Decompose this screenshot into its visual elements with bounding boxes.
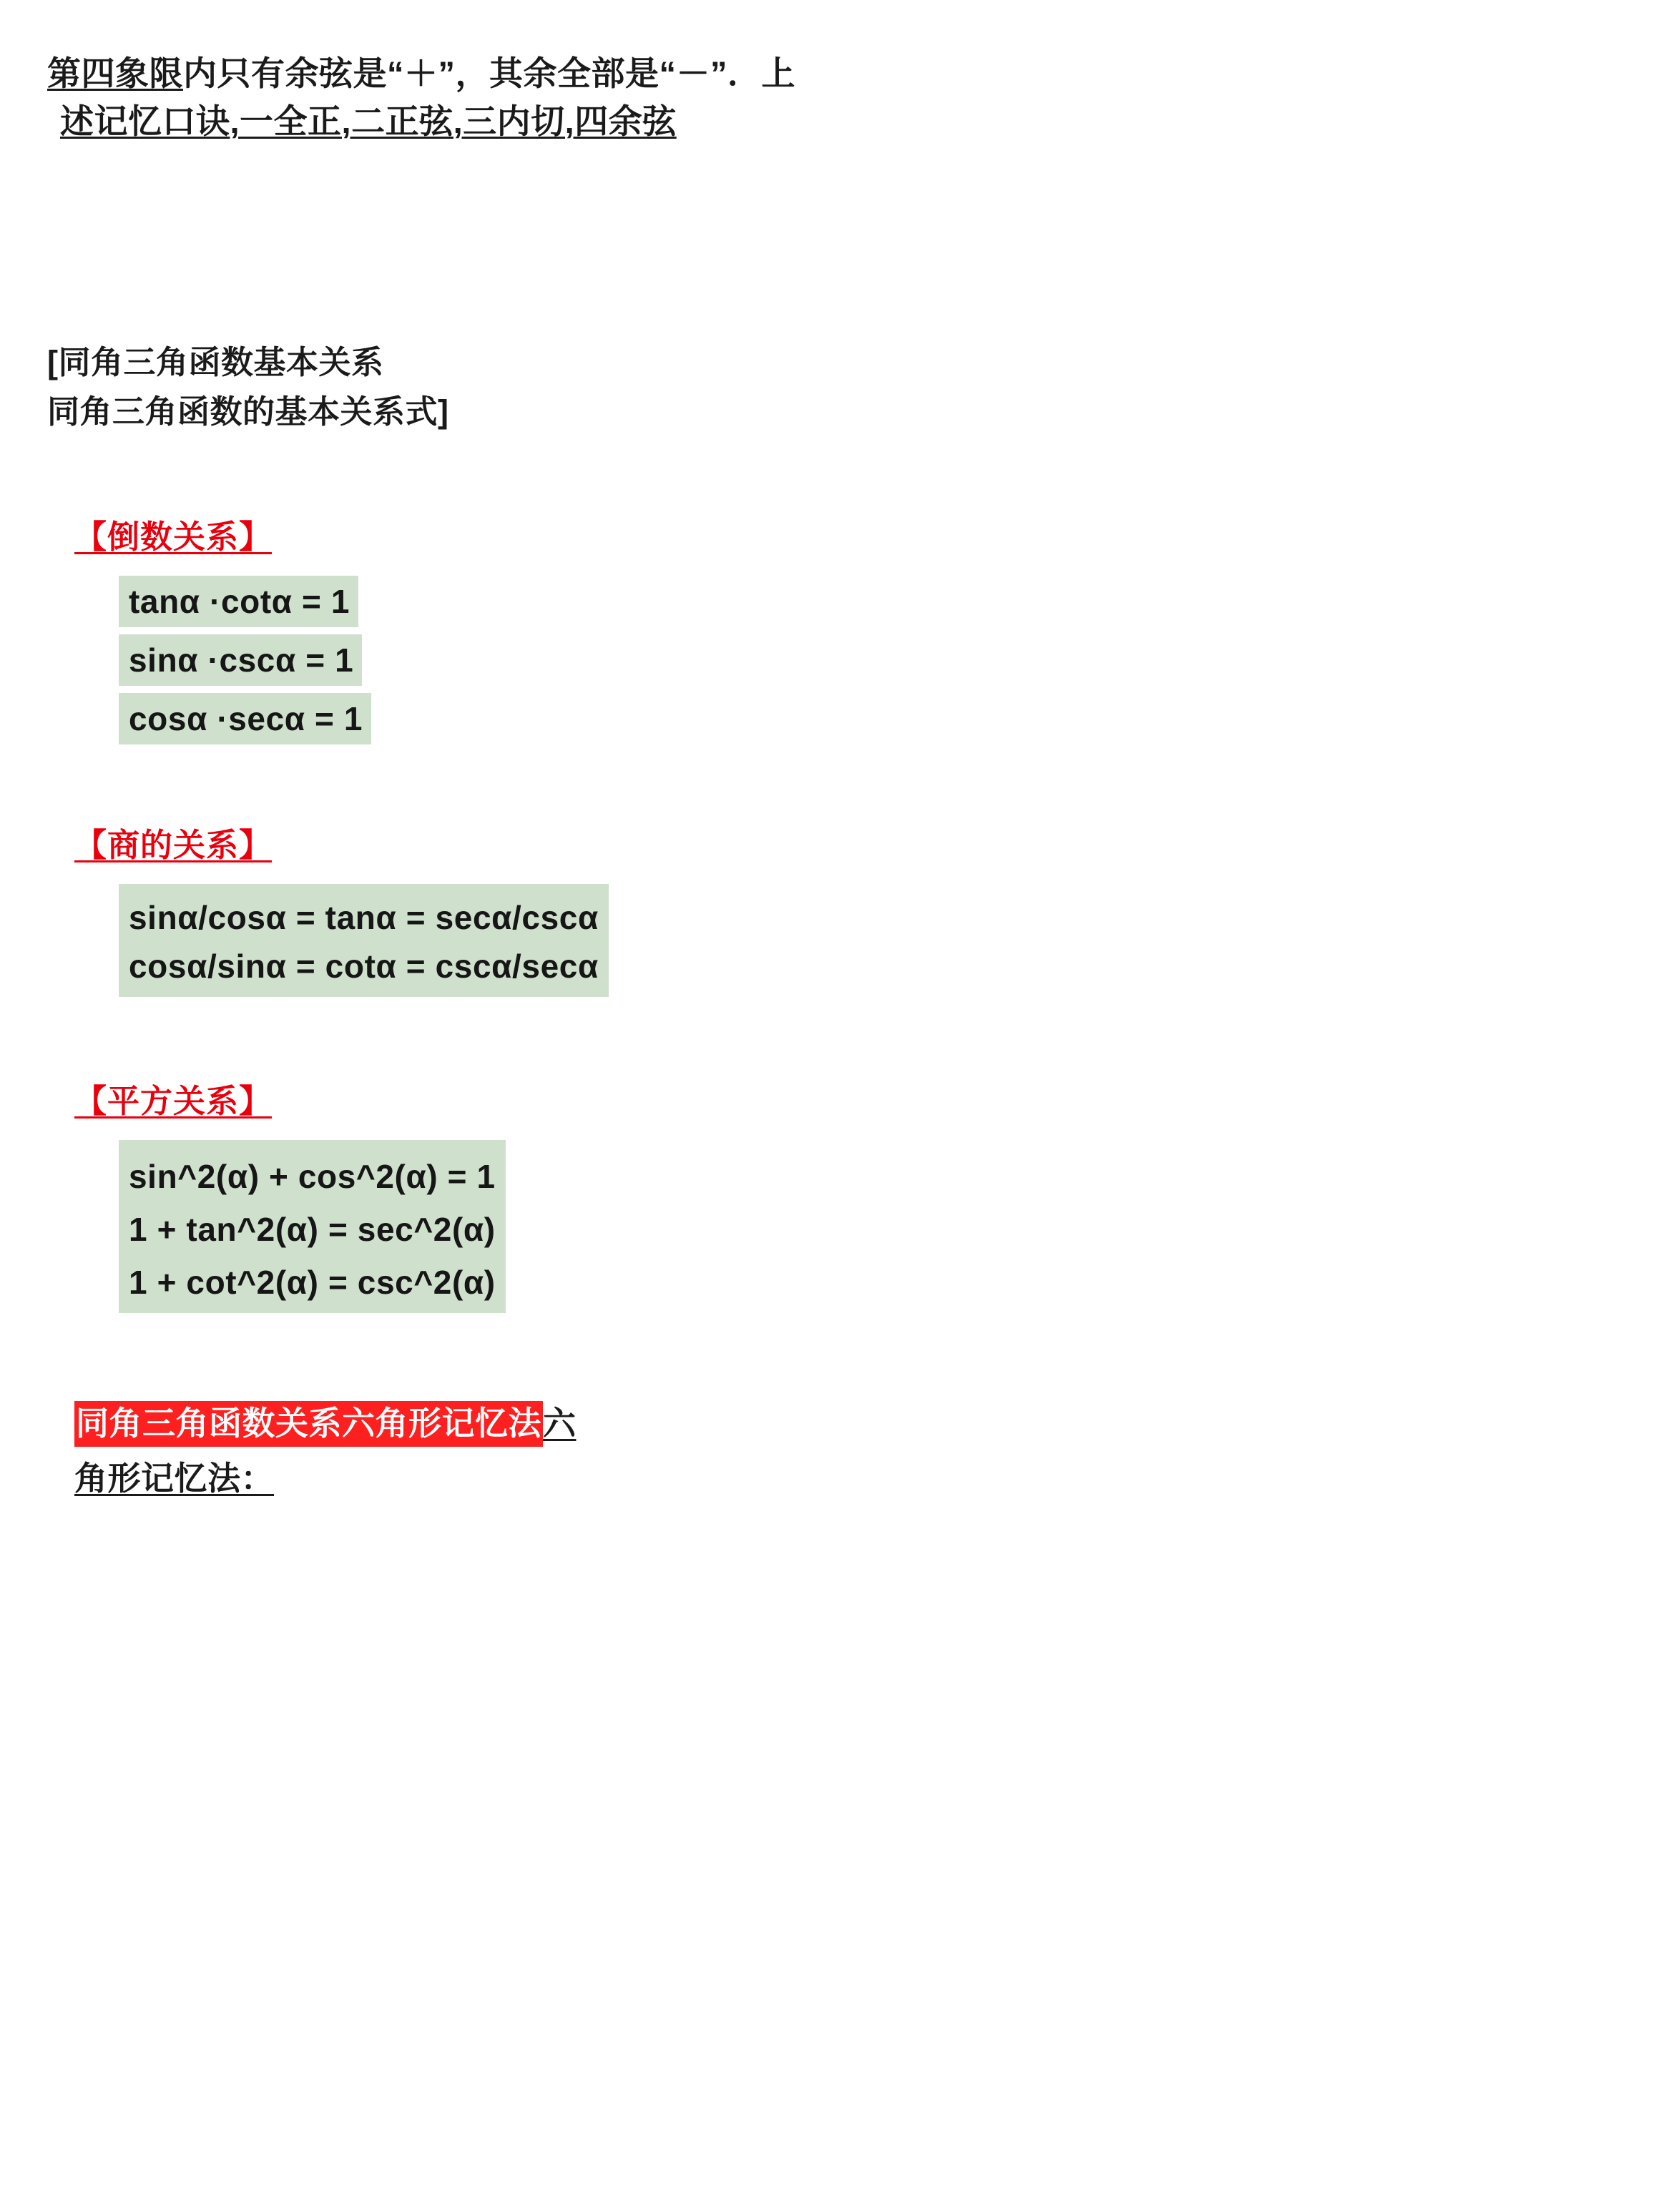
formula-item: tanα ·cotα = 1 — [119, 576, 358, 627]
intro-underlined-phrase: 第四象限 — [47, 54, 183, 92]
formula-item: 1 + tan^2(α) = sec^2(α) — [129, 1211, 496, 1249]
hexagon-note-line-2: 角形记忆法： — [74, 1459, 274, 1497]
group-reciprocal-formulas — [47, 576, 1572, 744]
group-quotient-header: 【商的关系】 — [74, 827, 273, 864]
hexagon-note — [47, 1400, 1572, 1502]
section-title-line-2: 同角三角函数的基本关系式] — [47, 393, 449, 430]
hexagon-note-highlight: 同角三角函数关系六角形记忆法 — [74, 1401, 543, 1447]
group-reciprocal-header: 【倒数关系】 — [74, 518, 273, 556]
section-title — [47, 338, 1572, 436]
formula-item: cosα ·secα = 1 — [119, 693, 371, 744]
formula-item: cosα/sinα = cotα = cscα/secα — [129, 948, 599, 985]
formula-item: sinα ·cscα = 1 — [119, 634, 362, 686]
intro-line-2: 述记忆口诀,一全正,二正弦,三内切,四余弦 — [60, 102, 677, 140]
group-quotient-formulas — [47, 884, 1572, 1001]
hexagon-note-line-1 — [74, 1400, 1572, 1447]
group-square-formulas — [47, 1140, 1572, 1317]
group-square — [47, 1075, 1572, 1317]
group-quotient — [47, 819, 1572, 1001]
intro-paragraph — [47, 50, 1572, 145]
group-reciprocal — [47, 511, 1572, 744]
formula-block — [119, 884, 609, 997]
formula-item: 1 + cot^2(α) = csc^2(α) — [129, 1264, 496, 1302]
hexagon-note-line-2-wrap — [74, 1447, 1572, 1503]
formula-block — [119, 1140, 506, 1313]
hexagon-note-tail: 六 — [543, 1405, 577, 1442]
section-title-line-1: [同角三角函数基本关系 — [47, 344, 384, 381]
intro-line-1 — [47, 50, 1572, 98]
intro-line-1-rest: 内只有余弦是“＋”，其余全部是“－”．上 — [183, 54, 795, 92]
group-square-header: 【平方关系】 — [74, 1083, 273, 1120]
formula-item: sinα/cosα = tanα = secα/cscα — [129, 899, 599, 937]
formula-item: sin^2(α) + cos^2(α) = 1 — [129, 1158, 496, 1196]
